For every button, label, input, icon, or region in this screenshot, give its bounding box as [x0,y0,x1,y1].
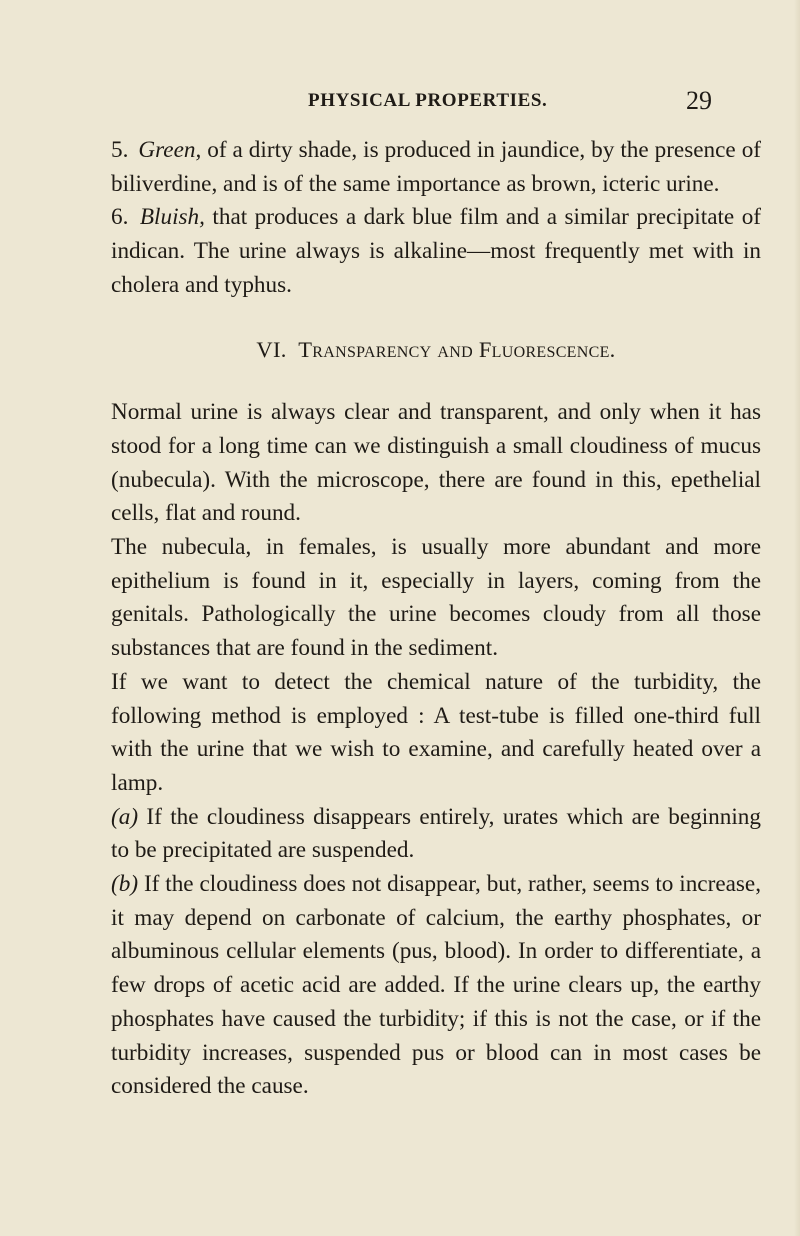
paragraph-nubecula: The nubecula, in females, is usually more abundant and more epithelium is found in it, especially in layers, coming from the genitals. Pathologically the urine becomes cloudy from all those substances that are found in the sediment. [111,534,761,662]
paragraph-green [111,134,761,201]
paragraph-bluish [111,201,761,302]
page-edge-shadow [794,0,800,1236]
paragraph-case-b [111,868,761,1104]
paragraph-text: If the cloudiness disappears entirely, urates which are beginning to be precipitated are suspended. [111,803,761,864]
item-term: Bluish, [139,204,205,231]
item-number: 6. [111,204,129,231]
item-number: 5. [111,137,129,163]
case-label: (a) [111,803,139,830]
section-heading [111,333,761,367]
page-header [0,86,800,116]
item-term: Green, [138,137,202,163]
paragraph-method: If we want to detect the chemical nature of the turbidity, the following method is employed : A test-tube is filled one-third full with the urine that we wish to examine, and carefully heated over a lamp. [111,668,761,796]
paragraph-text: of a dirty shade, is produced in jaundice, by the presence of biliverdine, and is of the same importance as brown, icteric urine. [111,137,762,197]
page-body [111,134,761,1104]
paragraph-case-a [111,801,761,868]
section-number: VI. [256,336,287,362]
case-label: (b) [111,871,139,898]
paragraph-text: that produces a dark blue film and a similar precipitate of indican. The urine always is alkaline—most frequently met with in cholera and typhus. [111,204,762,298]
running-title: PHYSICAL PROPERTIES. [308,90,548,111]
section-title: Transparency and Fluorescence. [298,336,616,362]
page-number: 29 [686,86,712,115]
paragraph-text: If the cloudiness does not disappear, but, rather, seems to increase, it may depend on carbonate of calcium, the earthy phosphates, or albuminous cellular elements (pus, blood). In order to differentiate, a few drops of acetic acid are added. If the urine clears up, the earthy phosphates have caused the turbidity; if this is not the case, or if the turbidity increases, suspended pus or blood can in most cases be considered the cause. [111,871,762,1100]
paragraph-normal-urine: Normal urine is always clear and transparent, and only when it has stood for a long time can we distinguish a small cloudiness of mucus (nubecula). With the microscope, there are found in this, epethelial cells, flat and round. [111,399,761,527]
